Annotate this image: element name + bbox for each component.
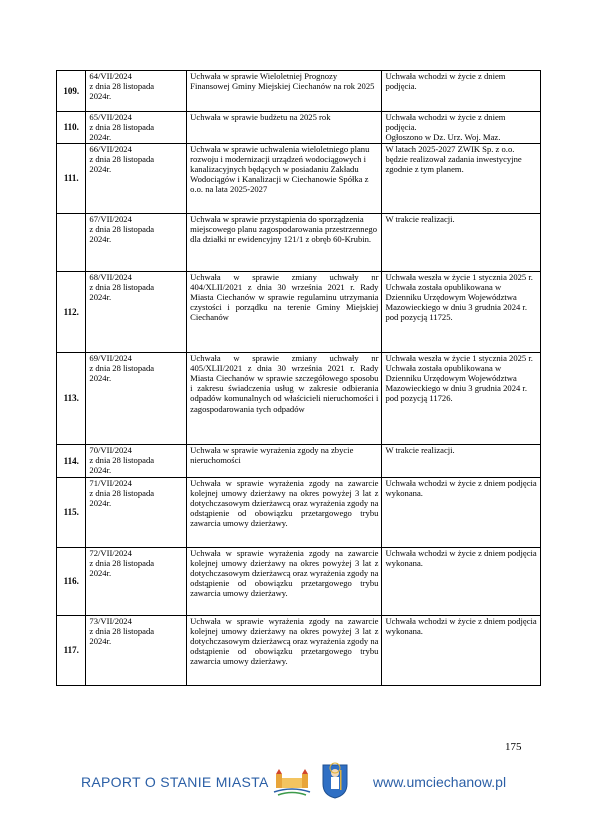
resolution-title: Uchwała w sprawie wyrażenia zgody na zbycie nieruchomości: [187, 444, 382, 477]
resolution-number: 109.: [57, 71, 86, 112]
resolution-status: Uchwała wchodzi w życie z dniem podjęcia wykonana.: [382, 615, 541, 685]
table-row: [57, 615, 541, 685]
resolution-number: 113.: [57, 352, 86, 444]
resolution-reference: 68/VII/2024 z dnia 28 listopada 2024r.: [86, 271, 187, 352]
page-footer: [0, 770, 594, 810]
resolution-title: Uchwała w sprawie Wieloletniej Prognozy Finansowej Gminy Miejskiej Ciechanów na rok 2025: [187, 71, 382, 112]
table-row: [57, 271, 541, 352]
resolution-reference: 71/VII/2024 z dnia 28 listopada 2024r.: [86, 477, 187, 547]
resolution-title: Uchwała w sprawie zmiany uchwały nr 405/XLII/2021 z dnia 30 września 2021 r. Rady Miasta Ciechanów w sprawie szczegółowego sposobu i zakresu świadczenia usług w zakresie odbierania odpadów komunalnych od właścicieli nieruchomości i zagospodarowania tych odpadów: [187, 352, 382, 444]
resolution-title: Uchwała w sprawie zmiany uchwały nr 404/XLII/2021 z dnia 30 września 2021 r. Rady Miasta Ciechanów w sprawie regulaminu utrzymania czystości i porządku na terenie Gminy Miejskiej Ciechanów: [187, 271, 382, 352]
table-row: [57, 444, 541, 477]
resolution-number: [57, 213, 86, 271]
footer-report-title: RAPORT O STANIE MIASTA: [81, 774, 269, 790]
resolution-status: Uchwała wchodzi w życie z dniem podjęcia.: [382, 71, 541, 112]
resolution-reference: 72/VII/2024 z dnia 28 listopada 2024r.: [86, 547, 187, 615]
page-number: 175: [505, 741, 522, 753]
resolution-title: Uchwała w sprawie wyrażenia zgody na zawarcie kolejnej umowy dzierżawy na okres powyżej 3 lat z dotychczasowym dzierżawcą oraz wyrażenia zgody na odstąpienie od obowiązku przetargowego trybu zawarcia umowy dzierżawy.: [187, 547, 382, 615]
resolution-reference: 70/VII/2024 z dnia 28 listopada 2024r.: [86, 444, 187, 477]
footer-website[interactable]: www.umciechanow.pl: [373, 774, 507, 790]
resolution-status: W trakcie realizacji.: [382, 213, 541, 271]
resolution-status: W latach 2025-2027 ZWIK Sp. z o.o. będzie realizował zadania inwestycyjne zgodnie z tym planem.: [382, 143, 541, 213]
resolution-reference: 73/VII/2024 z dnia 28 listopada 2024r.: [86, 615, 187, 685]
resolution-number: 116.: [57, 547, 86, 615]
resolution-title: Uchwała w sprawie uchwalenia wieloletniego planu rozwoju i modernizacji urządzeń wodociągowych i kanalizacyjnych będących w posiadaniu Zakładu Wodociągów i Kanalizacji w Ciechanowie Spółka z o.o. na lata 2025-2027: [187, 143, 382, 213]
resolution-reference: 64/VII/2024 z dnia 28 listopada 2024r.: [86, 71, 187, 112]
resolution-number: 114.: [57, 444, 86, 477]
coat-of-arms-icon: [320, 762, 350, 800]
resolution-number: 111.: [57, 143, 86, 213]
table-row: [57, 213, 541, 271]
resolution-title: Uchwała w sprawie wyrażenia zgody na zawarcie kolejnej umowy dzierżawy na okres powyżej 3 lat z dotychczasowym dzierżawcą oraz wyrażenia zgody na odstąpienie od obowiązku przetargowego trybu zawarcia umowy dzierżawy.: [187, 477, 382, 547]
resolution-reference: 67/VII/2024 z dnia 28 listopada 2024r.: [86, 213, 187, 271]
table-row: [57, 112, 541, 144]
city-logo: [270, 764, 314, 798]
resolutions-table-body: [57, 71, 541, 686]
resolution-title: Uchwała w sprawie wyrażenia zgody na zawarcie kolejnej umowy dzierżawy na okres powyżej 3 lat z dotychczasowym dzierżawcą oraz wyrażenia zgody na odstąpienie od obowiązku przetargowego trybu zawarcia umowy dzierżawy.: [187, 615, 382, 685]
table-row: [57, 143, 541, 213]
resolution-status: Uchwała weszła w życie 1 stycznia 2025 r. Uchwała została opublikowana w Dzienniku Urzędowym Województwa Mazowieckiego w dniu 3 grudnia 2024 r. pod pozycją 11726.: [382, 352, 541, 444]
resolution-title: Uchwała w sprawie budżetu na 2025 rok: [187, 112, 382, 144]
resolutions-table: [56, 70, 541, 686]
table-row: [57, 477, 541, 547]
resolution-number: 110.: [57, 112, 86, 144]
table-row: [57, 547, 541, 615]
resolution-status: Uchwała weszła w życie 1 stycznia 2025 r. Uchwała została opublikowana w Dzienniku Urzędowym Województwa Mazowieckiego w dniu 3 grudnia 2024 r. pod pozycją 11725.: [382, 271, 541, 352]
resolution-status: Uchwała wchodzi w życie z dniem podjęcia wykonana.: [382, 477, 541, 547]
resolution-number: 115.: [57, 477, 86, 547]
resolution-status: Uchwała wchodzi w życie z dniem podjęcia wykonana.: [382, 547, 541, 615]
resolution-title: Uchwała w sprawie przystąpienia do sporządzenia miejscowego planu zagospodarowania przestrzennego dla działki nr ewidencyjny 121/1 z obręb 60-Krubin.: [187, 213, 382, 271]
resolution-reference: 66/VII/2024 z dnia 28 listopada 2024r.: [86, 143, 187, 213]
resolution-number: 112.: [57, 271, 86, 352]
resolution-reference: 69/VII/2024 z dnia 28 listopada 2024r.: [86, 352, 187, 444]
resolution-number: 117.: [57, 615, 86, 685]
table-row: [57, 71, 541, 112]
resolution-status: W trakcie realizacji.: [382, 444, 541, 477]
table-row: [57, 352, 541, 444]
resolution-reference: 65/VII/2024 z dnia 28 listopada 2024r.: [86, 112, 187, 144]
resolution-status: Uchwała wchodzi w życie z dniem podjęcia. Ogłoszono w Dz. Urz. Woj. Maz.: [382, 112, 541, 144]
